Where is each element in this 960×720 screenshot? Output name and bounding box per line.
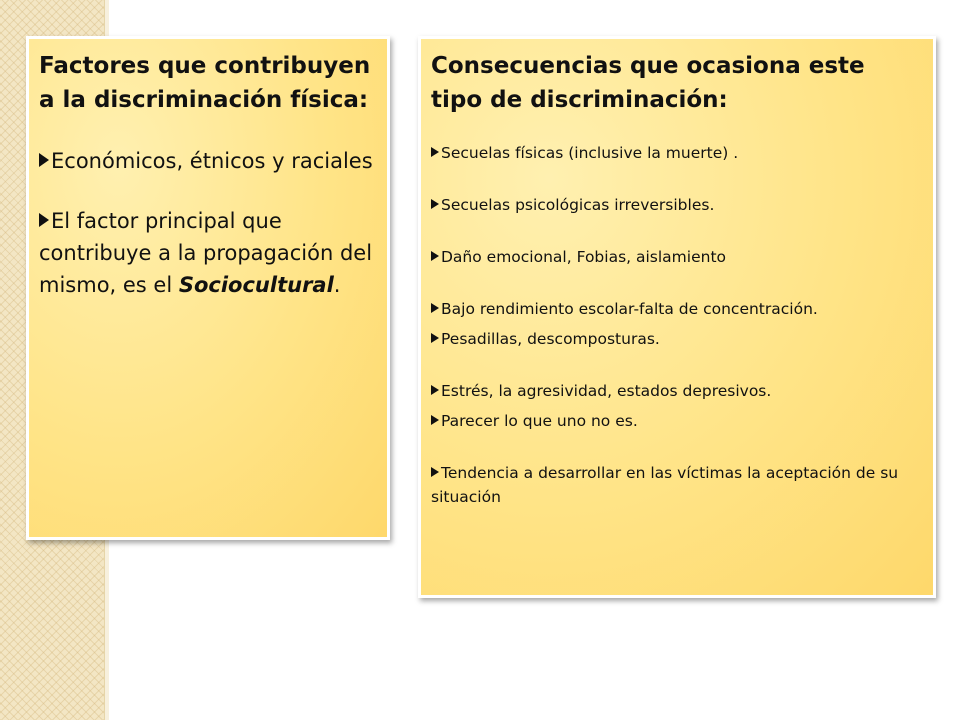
- consequence-text: Pesadillas, descomposturas.: [441, 330, 660, 348]
- factor-item-end: .: [333, 273, 341, 297]
- factors-list: [39, 145, 377, 301]
- arrow-bullet-icon: [431, 385, 439, 395]
- arrow-bullet-icon: [431, 415, 439, 425]
- list-item: [39, 145, 377, 177]
- list-item: [431, 245, 923, 269]
- arrow-bullet-icon: [39, 213, 49, 227]
- list-item: [431, 461, 923, 509]
- arrow-bullet-icon: [431, 199, 439, 209]
- factor-item-text: Económicos, étnicos y raciales: [51, 149, 373, 173]
- consequences-title: Consecuencias que ocasiona este tipo de discriminación:: [431, 53, 865, 113]
- arrow-bullet-icon: [431, 333, 439, 343]
- factor-emphasis: Sociocultural: [178, 273, 334, 297]
- arrow-bullet-icon: [39, 153, 49, 167]
- list-item: [431, 193, 923, 217]
- list-item: [431, 379, 923, 403]
- consequence-text: Estrés, la agresividad, estados depresivos.: [441, 382, 772, 400]
- consequences-card: [418, 36, 936, 598]
- list-item: [39, 205, 377, 301]
- factor-item-text: El factor principal que contribuye a la propagación del mismo, es el: [39, 209, 373, 297]
- consequence-text: Daño emocional, Fobias, aislamiento: [441, 248, 727, 266]
- arrow-bullet-icon: [431, 467, 439, 477]
- list-item: [431, 409, 923, 433]
- factors-title: Factores que contribuyen a la discriminación física:: [39, 53, 371, 113]
- arrow-bullet-icon: [431, 147, 439, 157]
- list-item: [431, 297, 923, 321]
- consequence-text: Tendencia a desarrollar en las víctimas la aceptación de su situación: [431, 464, 899, 506]
- consequence-text: Secuelas físicas (inclusive la muerte) .: [441, 144, 739, 162]
- list-item: [431, 141, 923, 165]
- consequence-text: Parecer lo que uno no es.: [441, 412, 638, 430]
- consequences-list: [431, 141, 923, 509]
- arrow-bullet-icon: [431, 251, 439, 261]
- consequence-text: Bajo rendimiento escolar-falta de concentración.: [441, 300, 818, 318]
- factors-card: [26, 36, 390, 540]
- consequence-text: Secuelas psicológicas irreversibles.: [441, 196, 715, 214]
- arrow-bullet-icon: [431, 303, 439, 313]
- list-item: [431, 327, 923, 351]
